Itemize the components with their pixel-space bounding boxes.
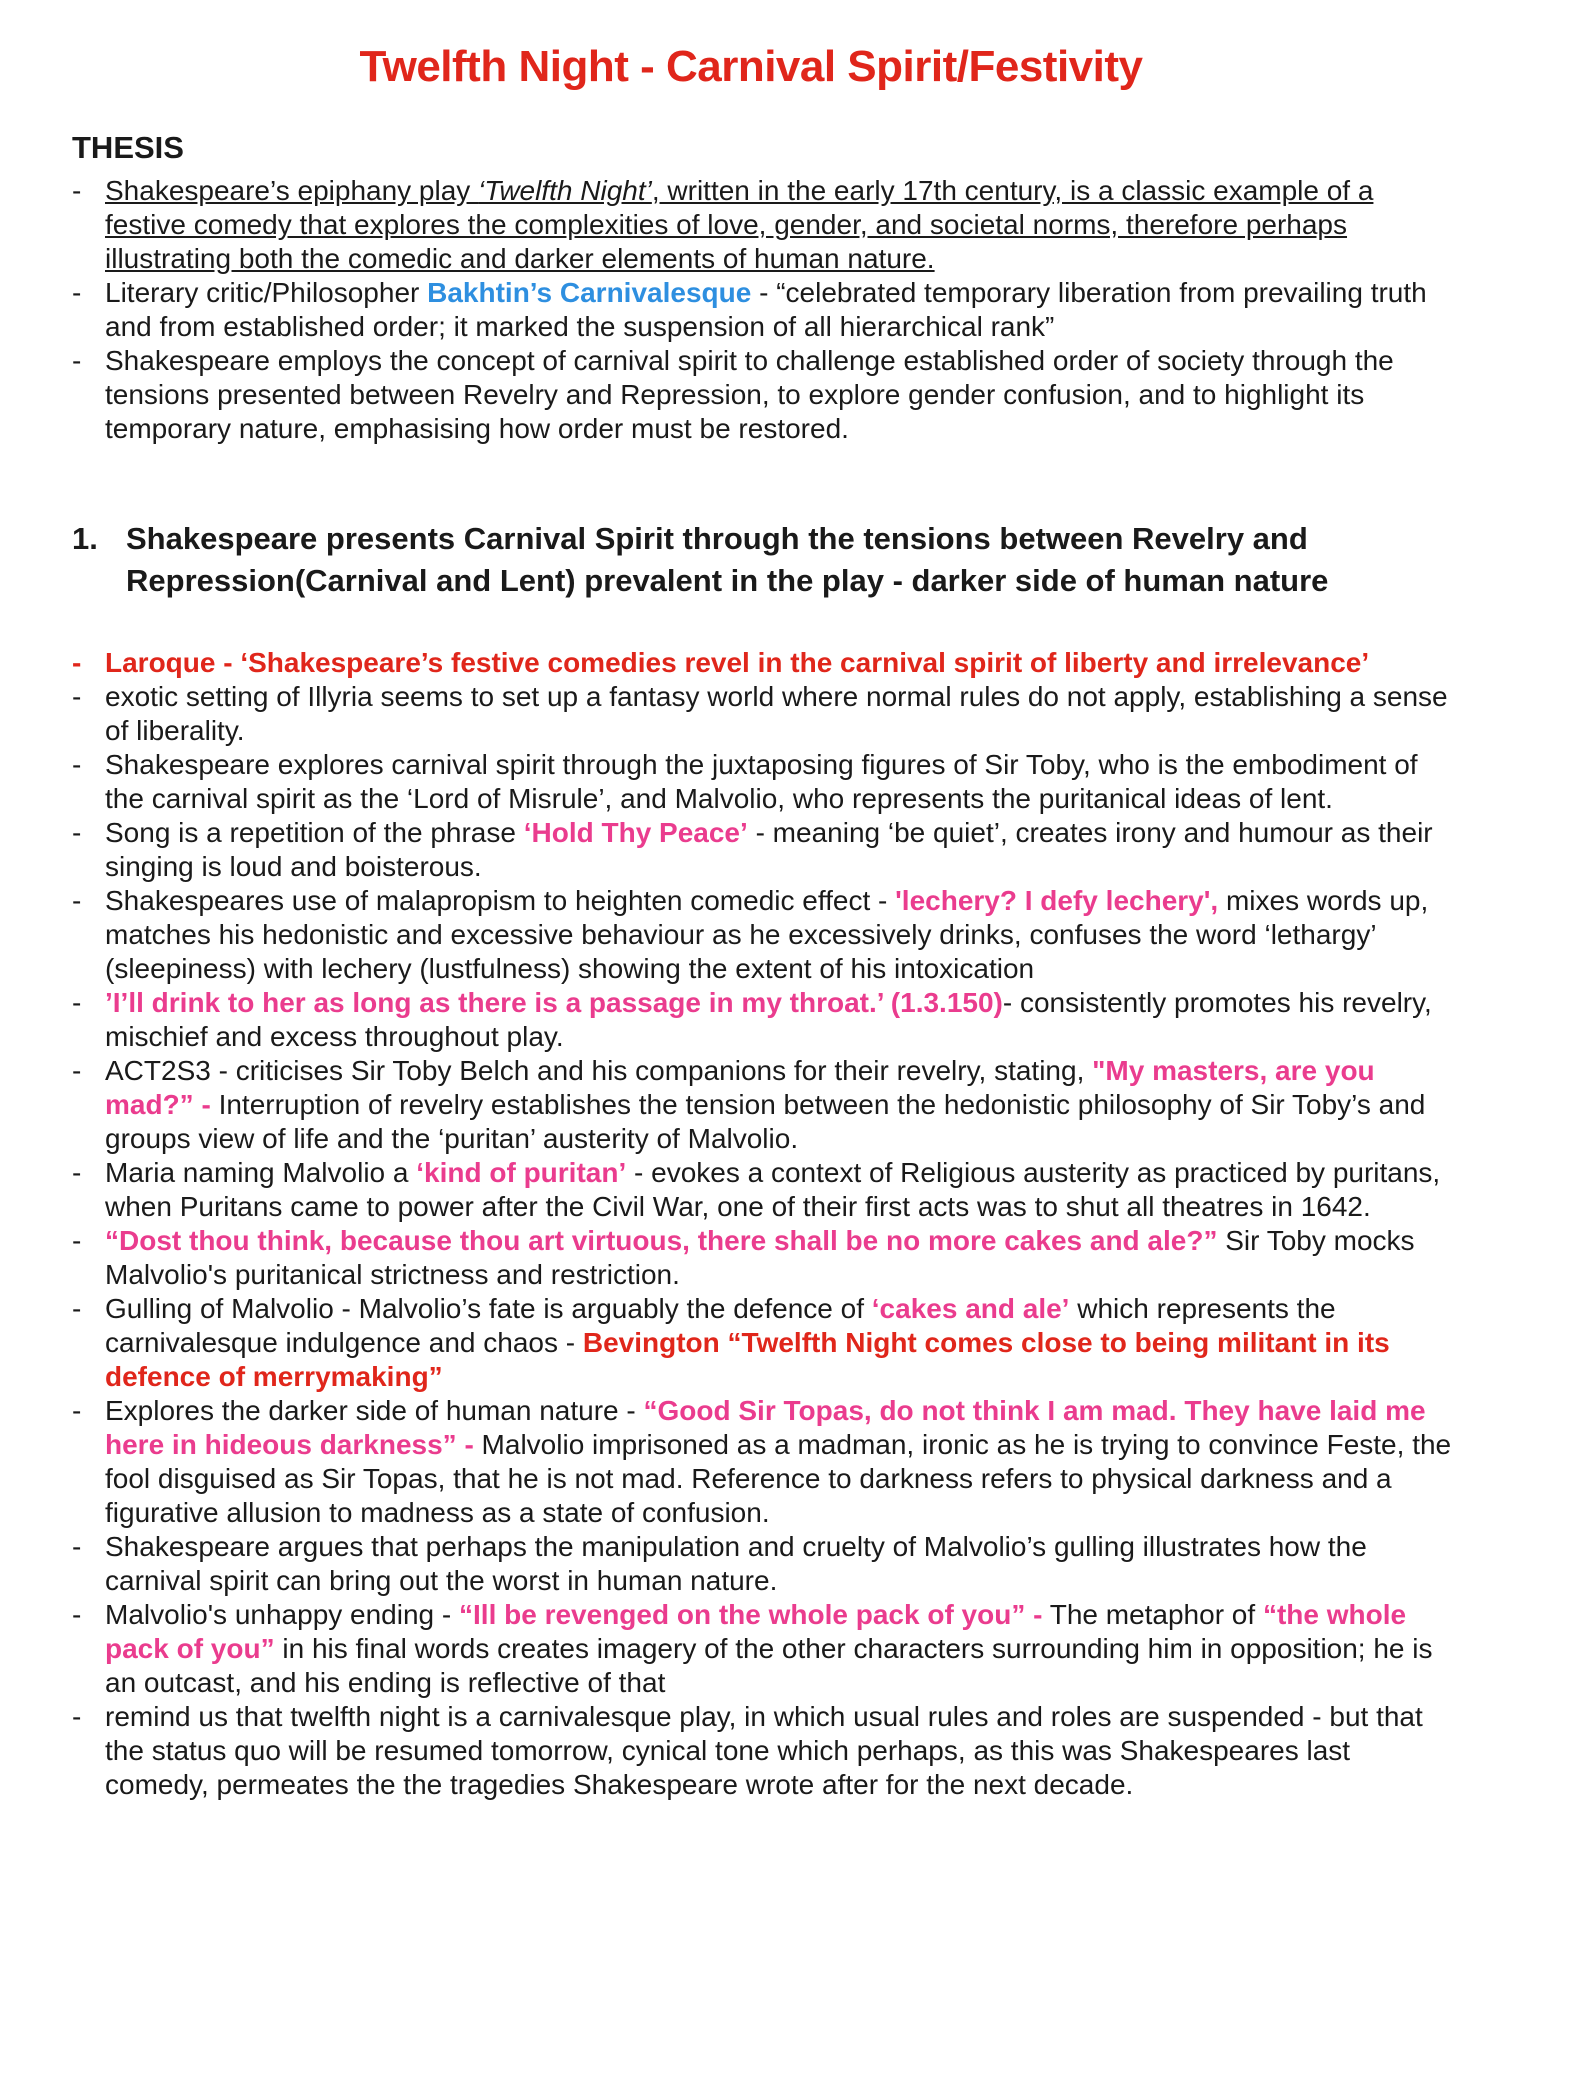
bullet-dash: -: [72, 885, 82, 916]
list-item: [72, 1700, 1452, 1802]
bullet-dash: -: [72, 345, 82, 376]
section-1-heading: [72, 518, 1442, 602]
text-segment: mixes words up, matches his hedonistic and excessive behaviour as he excessively drinks, confuses the word ‘lethargy’ (sleepiness) with lechery (lustfulness) showing the extent of his intoxication: [105, 885, 1429, 984]
quote-highlight: “Ill be revenged on the whole pack of you” -: [459, 1599, 1043, 1630]
critic-highlight: Laroque - ‘Shakespeare’s festive comedies revel in the carnival spirit of liberty and irrelevance’: [105, 647, 1370, 678]
quote-highlight: ‘kind of puritan’: [416, 1157, 627, 1188]
text-segment: Sir Toby mocks Malvolio's puritanical strictness and restriction.: [105, 1225, 1415, 1290]
quote-highlight: “Good Sir Topas, do not think I am mad. They have laid me here in hideous darkness” -: [105, 1395, 1426, 1460]
text-segment: Malvolio imprisoned as a madman, ironic as he is trying to convince Feste, the fool disguised as Sir Topas, that he is not mad. Reference to darkness refers to physical darkness and a figurative allusion to madness as a state of confusion.: [105, 1429, 1452, 1528]
list-item: [72, 276, 1452, 344]
bullet-dash: -: [72, 1531, 82, 1562]
list-item: [72, 1224, 1452, 1292]
text-segment: - meaning ‘be quiet’, creates irony and humour as their singing is loud and boisterous.: [105, 817, 1433, 882]
text-segment: Explores the darker side of human nature -: [105, 1395, 644, 1426]
bullet-dash: -: [72, 1701, 82, 1732]
bullet-dash: -: [72, 817, 82, 848]
list-item: [72, 1054, 1452, 1156]
quote-highlight: "My masters, are you mad?” -: [105, 1055, 1375, 1120]
thesis-list: [72, 174, 1452, 446]
text-segment: Literary critic/Philosopher: [105, 277, 428, 308]
quote-highlight: “the whole pack of you”: [105, 1599, 1407, 1664]
text-segment: ‘Twelfth Night’: [478, 175, 652, 206]
list-item: [72, 884, 1452, 986]
page-title: Twelfth Night - Carnival Spirit/Festivity: [359, 42, 1143, 91]
text-segment: - evokes a context of Religious austerity as practiced by puritans, when Puritans came to power after the Civil War, one of their first acts was to shut all theatres in 1642.: [105, 1157, 1441, 1222]
text-segment: remind us that twelfth night is a carnivalesque play, in which usual rules and roles are suspended - but that the status quo will be resumed tomorrow, cynical tone which perhaps, as this was Shakespeares last comedy, permeates the the tragedies Shakespeare wrote after for the next decade.: [105, 1701, 1423, 1800]
text-segment: in his final words creates imagery of the other characters surrounding him in opposition; he is an outcast, and his ending is reflective of that: [105, 1633, 1433, 1698]
bullet-dash: -: [72, 647, 82, 678]
text-segment: , written in the early 17th century, is a classic example of a festive comedy that explores the complexities of love, gender, and societal norms, therefore perhaps illustrating both the comedic and darker elements of human nature.: [105, 175, 1374, 274]
text-segment: Shakespeares use of malapropism to heighten comedic effect -: [105, 885, 896, 916]
section-heading-text: Shakespeare presents Carnival Spirit through the tensions between Revelry and Repression(Carnival and Lent) prevalent in the play - darker side of human nature: [126, 521, 1329, 598]
bullet-dash: -: [72, 1599, 82, 1630]
list-item: [72, 748, 1452, 816]
bullet-dash: -: [72, 749, 82, 780]
thesis-heading: THESIS: [72, 130, 184, 165]
bullet-dash: -: [72, 277, 82, 308]
bullet-dash: -: [72, 681, 82, 712]
text-segment: Gulling of Malvolio - Malvolio’s fate is arguably the defence of: [105, 1293, 872, 1324]
text-segment: Interruption of revelry establishes the tension between the hedonistic philosophy of Sir Toby’s and groups view of life and the ‘puritan’ austerity of Malvolio.: [105, 1089, 1426, 1154]
text-segment: - “celebrated temporary liberation from prevailing truth and from established order; it marked the suspension of all hierarchical rank”: [105, 277, 1427, 342]
bullet-dash: -: [72, 1225, 82, 1256]
list-item: [72, 986, 1452, 1054]
text-segment: The metaphor of: [1042, 1599, 1263, 1630]
list-item: [72, 1292, 1452, 1394]
text-segment: Maria naming Malvolio a: [105, 1157, 417, 1188]
quote-highlight: ’I’ll drink to her as long as there is a passage in my throat.’ (1.3.150): [105, 987, 1003, 1018]
critic-highlight: Bakhtin’s Carnivalesque: [427, 277, 752, 308]
bullet-dash: -: [72, 1055, 82, 1086]
text-segment: exotic setting of Illyria seems to set up a fantasy world where normal rules do not apply, establishing a sense of liberality.: [105, 681, 1448, 746]
bullet-dash: -: [72, 987, 82, 1018]
quote-highlight: “Dost thou think, because thou art virtuous, there shall be no more cakes and ale?”: [105, 1225, 1218, 1256]
list-item: [72, 1394, 1452, 1530]
text-segment: Shakespeare argues that perhaps the manipulation and cruelty of Malvolio’s gulling illustrates how the carnival spirit can bring out the worst in human nature.: [105, 1531, 1367, 1596]
bullet-dash: -: [72, 1395, 82, 1426]
section-number: 1.: [72, 521, 98, 556]
text-segment: ACT2S3 - criticises Sir Toby Belch and his companions for their revelry, stating,: [105, 1055, 1093, 1086]
list-item: [72, 174, 1452, 276]
text-segment: Shakespeare explores carnival spirit through the juxtaposing figures of Sir Toby, who is the embodiment of the carnival spirit as the ‘Lord of Misrule’, and Malvolio, who represents the puritanical ideas of lent.: [105, 749, 1418, 814]
text-segment: Malvolio's unhappy ending -: [105, 1599, 460, 1630]
list-item: [72, 680, 1452, 748]
list-item: [72, 1156, 1452, 1224]
quote-highlight: 'lechery? I defy lechery',: [895, 885, 1219, 916]
text-segment: Song is a repetition of the phrase: [105, 817, 524, 848]
list-item: [72, 1530, 1452, 1598]
list-item: [72, 816, 1452, 884]
text-segment: Shakespeare employs the concept of carnival spirit to challenge established order of society through the tensions presented between Revelry and Repression, to explore gender confusion, and to highlight its temporary nature, emphasising how order must be restored.: [105, 345, 1394, 444]
list-item: [72, 344, 1452, 446]
section-1-list: [72, 646, 1452, 1802]
critic-highlight: Bevington “Twelfth Night comes close to being militant in its defence of merrymaking”: [105, 1327, 1390, 1392]
quote-highlight: ‘Hold Thy Peace’: [523, 817, 748, 848]
text-segment: - consistently promotes his revelry, mischief and excess throughout play.: [105, 987, 1432, 1052]
list-item: [72, 1598, 1452, 1700]
quote-highlight: ‘cakes and ale’: [871, 1293, 1070, 1324]
bullet-dash: -: [72, 175, 82, 206]
bullet-dash: -: [72, 1293, 82, 1324]
text-segment: Shakespeare’s epiphany play: [105, 175, 479, 206]
text-segment: which represents the carnivalesque indulgence and chaos -: [105, 1293, 1336, 1358]
bullet-dash: -: [72, 1157, 82, 1188]
list-item: [72, 646, 1452, 680]
